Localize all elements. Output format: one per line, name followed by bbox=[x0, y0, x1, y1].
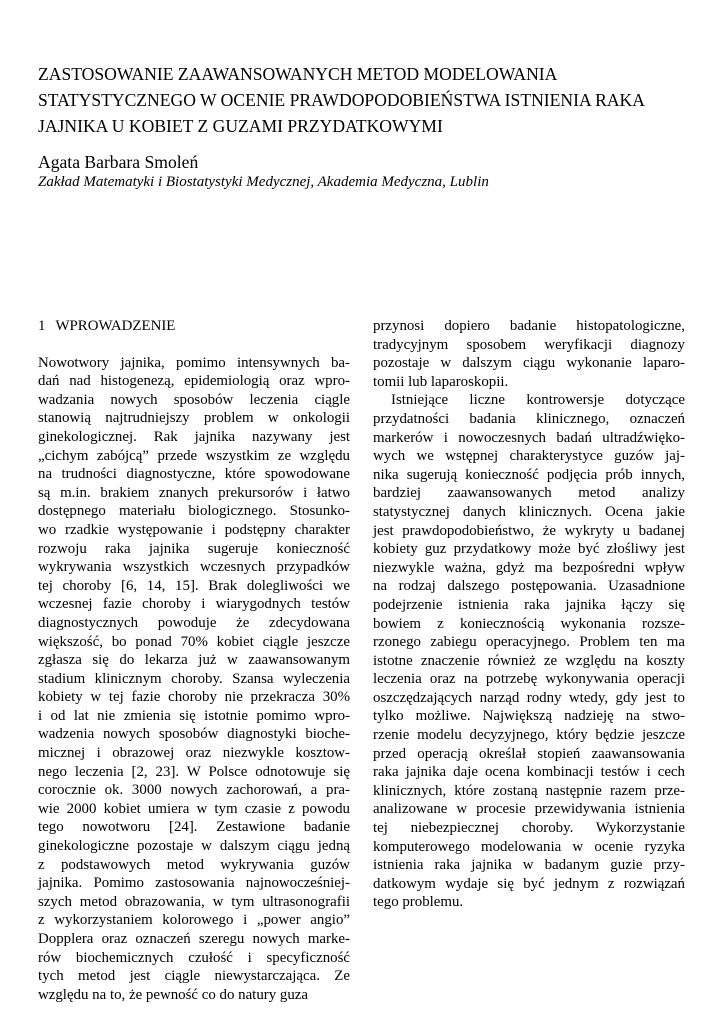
text-line: tej niebezpiecznej choroby. Wykorzystanie bbox=[373, 820, 685, 837]
text-line: tej choroby [6, 14, 15]. Brak dolegliwości we bbox=[38, 577, 350, 594]
paper-title bbox=[38, 61, 698, 139]
text-line: ginekologiczne pozostaje w dalszym ciągu jedną bbox=[38, 838, 350, 855]
text-line: kobiety w tej fazie choroby nie przekracza 30% bbox=[38, 689, 350, 706]
text-line: pozostaje w dalszym ciągu wykonanie laparo- bbox=[373, 355, 685, 372]
text-line: dań nad histogenezą, epidemiologią oraz wpro- bbox=[38, 373, 350, 390]
text-line: Istniejące liczne kontrowersje dotyczące bbox=[391, 392, 685, 409]
text-line: jest prawdopodobieństwo, że wykryty u badanej bbox=[373, 522, 685, 539]
text-line: wadzenia nowych sposobów diagnostyki bioche- bbox=[38, 726, 350, 743]
text-line: wykrywania wszystkich wczesnych przypadków bbox=[38, 559, 350, 576]
title-line: ZASTOSOWANIE ZAAWANSOWANYCH METOD MODELOWANIA bbox=[38, 64, 558, 84]
text-line: bardziej zaawansowanych metod analizy bbox=[373, 485, 685, 502]
text-line: i od lat nie zmienia się istotnie pomimo wpro- bbox=[38, 707, 350, 724]
text-line: statystycznej danych klinicznych. Ocena jakie bbox=[373, 503, 685, 520]
text-line: względu na to, że pewność co do natury guza bbox=[38, 986, 309, 1003]
text-line: datkowym wydaje się być jednym z rozwiązań bbox=[373, 875, 685, 892]
text-line: istotne znaczenie również ze względu na koszty bbox=[373, 652, 685, 669]
text-line: corocznie ok. 3000 nowych zachorowań, a pra- bbox=[38, 782, 350, 799]
text-line: wadzania nowych sposobów leczenia ciągle bbox=[38, 391, 350, 408]
text-line: wo rzadkie występowanie i podstępny charakter bbox=[38, 521, 350, 538]
text-line: tego problemu. bbox=[373, 894, 464, 911]
text-line: diagnostycznych powoduje że zdecydowana bbox=[38, 614, 350, 631]
text-line: szych metod obrazowania, w tym ultrasonografii bbox=[38, 893, 350, 910]
text-line: Nowotwory jajnika, pomimo intensywnych ba- bbox=[38, 354, 350, 371]
right-column bbox=[373, 317, 685, 912]
text-line: rzonego zabiegu operacyjnego. Problem ten ma bbox=[373, 634, 685, 651]
body-paragraph bbox=[373, 391, 685, 912]
text-line: rozwoju raka jajnika sugeruje konieczność bbox=[38, 540, 350, 557]
text-line: istnienia raka jajnika w badanym guzie przy- bbox=[373, 857, 685, 874]
text-line: tych metod jest ciągle niewystarczająca. Ze bbox=[38, 968, 350, 985]
left-column bbox=[38, 317, 350, 1004]
text-line: rów biochemicznych czułość i specyficzność bbox=[38, 949, 350, 966]
text-line: „cichym zabójcą” przede wszystkim ze względu bbox=[38, 447, 350, 464]
text-line: są m.in. brakiem znanych prekursorów i łatwo bbox=[38, 484, 350, 501]
text-line: tomii lub laparoskopii. bbox=[373, 373, 509, 390]
text-line: większość, bo ponad 70% kobiet ciągle jeszcze bbox=[38, 633, 350, 650]
title-line: STATYSTYCZNEGO W OCENIE PRAWDOPODOBIEŃSTWA ISTNIENIA RAKA bbox=[38, 90, 645, 110]
text-line: przydatności badania klinicznego, oznaczeń bbox=[373, 410, 685, 427]
text-line: przed operacją określał stopień zaawansowania bbox=[373, 745, 685, 762]
text-line: tylko możliwe. Największą nadzieję na stwo- bbox=[373, 708, 685, 725]
text-line: komputerowego modelowania w ocenie ryzyka bbox=[373, 838, 685, 855]
text-line: wych we wstępnej charakterystyce guzów jaj- bbox=[373, 448, 685, 465]
text-line: wczesnej fazie choroby i wiarygodnych testów bbox=[38, 596, 350, 613]
text-line: nika sugerują konieczność podjęcia prób innych, bbox=[373, 466, 685, 483]
body-paragraph bbox=[373, 317, 685, 391]
section-number: 1 bbox=[38, 318, 46, 334]
text-line: podejrzenie istnienia raka jajnika łączy się bbox=[373, 596, 685, 613]
text-line: micznej i obrazowej oraz niezwykle kosztow- bbox=[38, 745, 350, 762]
text-line: wie 2000 kobiet umiera w tym czasie z powodu bbox=[38, 800, 350, 817]
text-line: nego leczenia [2, 23]. W Polsce odnotowuje się bbox=[38, 763, 350, 780]
text-line: jajnika. Pomimo zastosowania najnowocześniej- bbox=[38, 875, 350, 892]
text-line: przynosi dopiero badanie histopatologiczne, bbox=[373, 318, 685, 334]
text-line: markerów i nowoczesnych badań ultradźwięko- bbox=[373, 429, 685, 446]
text-line: Dopplera oraz oznaczeń szeregu nowych marke- bbox=[38, 931, 350, 947]
text-line: dostępnego materiału biologicznego. Stosunko- bbox=[38, 503, 350, 520]
title-line: JAJNIKA U KOBIET Z GUZAMI PRZYDATKOWYMI bbox=[38, 116, 443, 136]
text-line: ginekologicznej. Rak jajnika nazywany jest bbox=[38, 428, 350, 445]
text-line: niezwykle ważna, gdyż ma bezpośredni wpływ bbox=[373, 559, 685, 576]
text-line: tradycyjnym sposobem weryfikacji diagnozy bbox=[373, 336, 685, 353]
text-line: zgłasza się do lekarza już w zaawansowanym bbox=[38, 652, 350, 669]
section-title: WPROWADZENIE bbox=[55, 318, 176, 334]
text-line: z wykorzystaniem kolorowego i „power angio” bbox=[38, 912, 350, 929]
text-line: stadium klinicznym choroby. Szansa wyleczenia bbox=[38, 670, 350, 687]
text-line: kobiety guz przydatkowy może być złośliwy jest bbox=[373, 541, 685, 558]
text-line: leczenia oraz na potrzebę wykonywania operacji bbox=[373, 671, 685, 688]
section-heading bbox=[38, 317, 350, 336]
text-line: na rodzaj dalszego postępowania. Uzasadnione bbox=[373, 578, 685, 595]
body-paragraph bbox=[38, 354, 350, 1005]
text-line: oszczędzających narząd rodny wtedy, gdy jest to bbox=[373, 689, 685, 706]
text-line: klinicznych, które zostaną następnie razem prze- bbox=[373, 782, 685, 799]
text-line: tego nowotworu [24]. Zestawione badanie bbox=[38, 819, 350, 836]
text-line: z podstawowych metod wykrywania guzów bbox=[38, 856, 350, 873]
text-line: stanowią najtrudniejszy problem w onkologii bbox=[38, 410, 350, 427]
text-line: analizowane w procesie przewidywania istnienia bbox=[373, 801, 685, 818]
text-line: na trudności diagnostyczne, które spowodowane bbox=[38, 466, 350, 483]
text-line: raka jajnika daje ocena kombinacji testów i cech bbox=[373, 764, 685, 781]
text-line: bowiem z koniecznością wykonania rozsze- bbox=[373, 615, 685, 632]
author-affiliation: Zakład Matematyki i Biostatystyki Medycznej, Akademia Medyczna, Lublin bbox=[38, 174, 489, 190]
text-line: rzenie modelu decyzyjnego, który będzie jeszcze bbox=[373, 727, 685, 744]
author-name: Agata Barbara Smoleń bbox=[38, 152, 199, 172]
